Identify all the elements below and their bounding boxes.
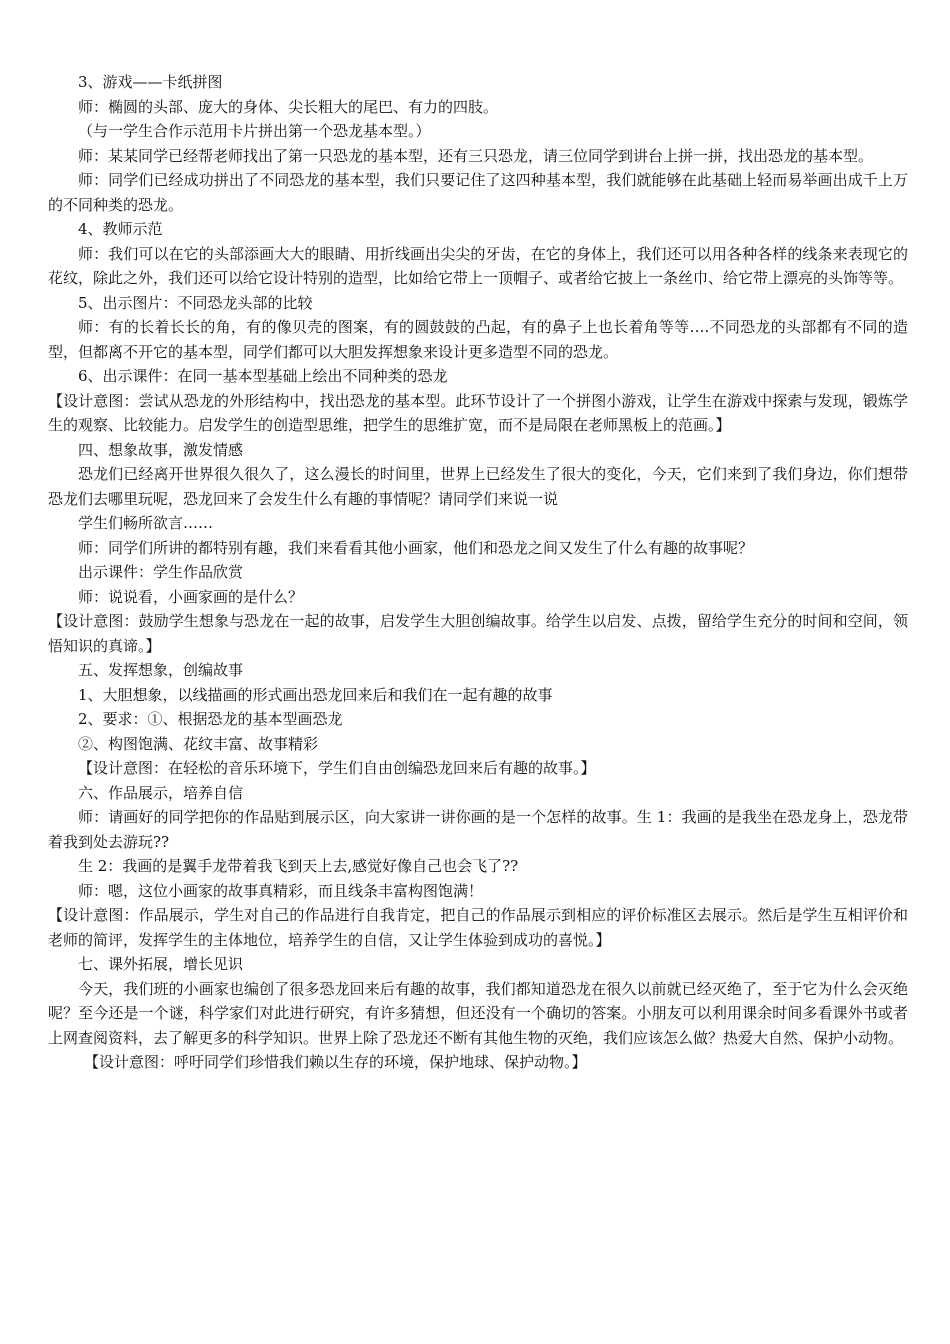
paragraph: 2、要求：①、根据恐龙的基本型画恐龙: [78, 710, 343, 728]
paragraph: 师：同学们所讲的都特别有趣，我们来看看其他小画家，他们和恐龙之间又发生了什么有趣的故事呢？: [78, 538, 754, 557]
paragraph: 恐龙们已经离开世界很久很久了，这么漫长的时间里，世界上已经发生了很大的变化，今天，它们来到了我们身边，你们想带恐龙们去哪里玩呢，恐龙回来了会发生什么有趣的事情呢？请同学们来说一说: [48, 465, 908, 508]
paragraph: 师：有的长着长长的角，有的像贝壳的图案，有的圆鼓鼓的凸起，有的鼻子上也长着角等等….不同恐龙的头部都有不同的造型，但都离不开它的基本型，同学们都可以大胆发挥想象来设计更多造型不同的恐龙。: [48, 318, 908, 361]
paragraph: ②、构图饱满、花纹丰富、故事精彩: [78, 734, 319, 753]
paragraph: 生 2：我画的是翼手龙带着我飞到天上去,感觉好像自己也会飞了??: [78, 857, 519, 875]
document-page: [48, 70, 908, 1075]
paragraph: （与一学生合作示范用卡片拼出第一个恐龙基本型。）: [78, 122, 431, 140]
paragraph: 五、发挥想象，创编故事: [78, 661, 244, 679]
paragraph: 6、出示课件：在同一基本型基础上绘出不同种类的恐龙: [78, 367, 448, 385]
paragraph: 1、大胆想象，以线描画的形式画出恐龙回来后和我们在一起有趣的故事: [78, 685, 553, 704]
paragraph: 师：同学们已经成功拼出了不同恐龙的基本型，我们只要记住了这四种基本型，我们就能够在此基础上轻而易举画出成千上万的不同种类的恐龙。: [48, 171, 908, 214]
paragraph: 师：请画好的同学把你的作品贴到展示区，向大家讲一讲你画的是一个怎样的故事。生 1：我画的是我坐在恐龙身上，恐龙带着我到处去游玩??: [48, 808, 908, 851]
paragraph: 七、课外拓展，增长见识: [78, 955, 244, 973]
paragraph: 师：某某同学已经帮老师找出了第一只恐龙的基本型，还有三只恐龙，请三位同学到讲台上拼一拼，找出恐龙的基本型。: [78, 146, 874, 165]
paragraph: 学生们畅所欲言……: [78, 514, 214, 532]
paragraph: 【设计意图：在轻松的音乐环境下，学生们自由创编恐龙回来后有趣的故事。】: [78, 759, 596, 777]
paragraph: 4、教师示范: [78, 220, 163, 238]
paragraph: 【设计意图：呼吁同学们珍惜我们赖以生存的环境，保护地球、保护动物。】: [84, 1053, 587, 1071]
paragraph: 师：说说看，小画家画的是什么？: [78, 587, 304, 606]
paragraph: 师：我们可以在它的头部添画大大的眼睛、用折线画出尖尖的牙齿，在它的身体上，我们还可以用各种各样的线条来表现它的花纹，除此之外，我们还可以给它设计特别的造型，比如给它带上一顶帽子、或者给它披上一条丝巾、给它带上漂亮的头饰等等。: [48, 244, 908, 287]
paragraph: 师：椭圆的头部、庞大的身体、尖长粗大的尾巴、有力的四肢。: [78, 97, 499, 116]
paragraph: 【设计意图：尝试从恐龙的外形结构中，找出恐龙的基本型。此环节设计了一个拼图小游戏，让学生在游戏中探索与发现，锻炼学生的观察、比较能力。启发学生的创造型思维，把学生的思维扩宽，而不是局限在老师黑板上的范画。】: [48, 391, 908, 434]
paragraph: 四、想象故事，激发情感: [78, 440, 244, 459]
paragraph: 六、作品展示，培养自信: [78, 783, 244, 802]
paragraph: 出示课件：学生作品欣赏: [78, 563, 244, 581]
paragraph: 【设计意图：作品展示，学生对自己的作品进行自我肯定，把自己的作品展示到相应的评价标准区去展示。然后是学生互相评价和老师的简评，发挥学生的主体地位，培养学生的自信，又让学生体验到成功的喜悦。】: [48, 906, 908, 949]
paragraph: 师：嗯，这位小画家的故事真精彩，而且线条丰富构图饱满！: [78, 881, 484, 900]
paragraph: 3、游戏——卡纸拼图: [78, 73, 223, 91]
paragraph: 今天，我们班的小画家也编创了很多恐龙回来后有趣的故事，我们都知道恐龙在很久以前就已经灭绝了，至于它为什么会灭绝呢？至今还是一个谜，科学家们对此进行研究，有许多猜想，但还没有一个确切的答案。小朋友可以利用课余时间多看课外书或者上网查阅资料，去了解更多的科学知识。世界上除了恐龙还不断有其他生物的灭绝，我们应该怎么做？热爱大自然、保护小动物。: [48, 979, 908, 1047]
paragraph: 5、出示图片：不同恐龙头部的比较: [78, 293, 313, 312]
paragraph: 【设计意图：鼓励学生想象与恐龙在一起的故事，启发学生大胆创编故事。给学生以启发、点拨，留给学生充分的时间和空间，领悟知识的真谛。】: [48, 612, 908, 655]
